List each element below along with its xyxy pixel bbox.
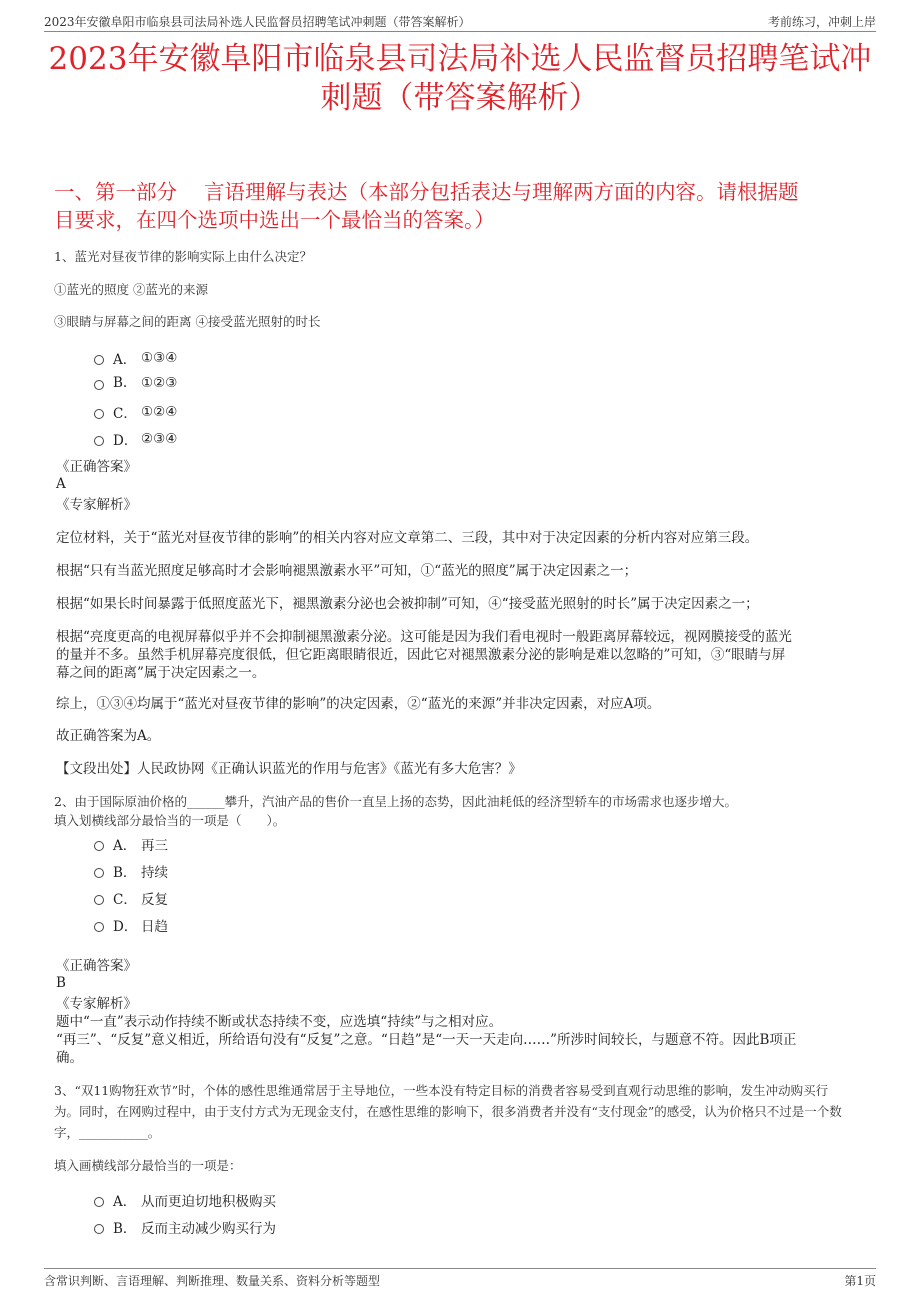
question-1-source: 【文段出处】人民政协网《正确认识蓝光的作用与危害》《蓝光有多大危害？》 [56,761,522,777]
option-letter: A． [113,1194,137,1210]
option-text: 从而更迫切地积极购买 [141,1194,276,1210]
question-3-option-b[interactable] [94,1217,276,1237]
section-heading [54,178,884,234]
radio-icon[interactable] [94,841,104,851]
option-letter: C． [113,406,137,422]
question-2-answer-label: 《正确答案》 [56,958,137,974]
question-1-analysis-p1: 定位材料，关于“蓝光对昼夜节律的影响”的相关内容对应文章第二、三段，其中对于决定因素的分析内容对应第三段。 [56,530,759,546]
question-1-analysis-p4-line-1: 根据“亮度更高的电视屏幕似乎并不会抑制褪黑激素分泌。这可能是因为我们看电视时一般距离屏幕较远，视网膜接受的蓝光 [56,629,792,645]
question-1-option-d[interactable] [94,429,177,449]
question-2-instruction: 填入划横线部分最恰当的一项是（ ）。 [54,813,286,828]
radio-icon[interactable] [94,895,104,905]
question-1-option-c[interactable] [94,402,177,422]
question-2-option-a[interactable] [94,834,168,854]
question-3-instruction: 填入画横线部分最恰当的一项是： [54,1158,242,1173]
question-2-option-b[interactable] [94,861,168,881]
question-1-item-2: ③眼睛与屏幕之间的距离 ④接受蓝光照射的时长 [54,314,321,329]
radio-icon[interactable] [94,355,104,365]
question-3-stem-line-3: 字，___________。 [54,1125,161,1140]
question-1-answer-label: 《正确答案》 [56,459,137,475]
document-title-line-2: 刺题（带答案解析） [320,80,600,116]
question-2-analysis-p2-line-1: “再三”、“反复”意义相近，所给语句没有“反复”之意。“日趋”是“一天一天走向……”所涉时间较长，与题意不符。因此B项正 [56,1032,797,1048]
option-text: ②③④ [141,431,178,447]
option-letter: B． [113,865,137,881]
question-2-option-d[interactable] [94,915,168,935]
radio-icon[interactable] [94,409,104,419]
question-1-analysis-p4-line-3: 幕之间的距离”属于决定因素之一。 [56,665,266,681]
question-1-analysis-p3: 根据“如果长时间暴露于低照度蓝光下，褪黑激素分泌也会被抑制”可知，④“接受蓝光照射的时长”属于决定因素之一； [56,596,759,612]
option-letter: D． [113,919,138,935]
question-1-analysis-p2: 根据“只有当蓝光照度足够高时才会影响褪黑激素水平”可知，①“蓝光的照度”属于决定因素之一； [56,563,638,579]
question-2-stem: 2、由于国际原油价格的______攀升，汽油产品的售价一直呈上扬的态势，因此油耗低的经济型轿车的市场需求也逐步增大。 [54,794,737,809]
option-text: 再三 [141,838,168,854]
option-text: 反复 [141,892,168,908]
radio-icon[interactable] [94,1224,104,1234]
radio-icon[interactable] [94,868,104,878]
question-2-answer: B [56,975,66,991]
document-title [40,40,880,118]
question-1-analysis-p5: 综上，①③④均属于“蓝光对昼夜节律的影响”的决定因素，②“蓝光的来源”并非决定因素，对应A项。 [56,696,661,712]
option-text: 日趋 [141,919,168,935]
option-letter: C． [113,892,137,908]
footer-description: 含常识判断、言语理解、判断推理、数量关系、资料分析等题型 [44,1274,381,1288]
option-text: ①②④ [141,404,178,420]
option-text: 反而主动减少购买行为 [141,1221,276,1237]
section-heading-line-2: 目要求，在四个选项中选出一个最恰当的答案。） [54,208,495,232]
header-doc-title: 2023年安徽阜阳市临泉县司法局补选人民监督员招聘笔试冲刺题（带答案解析） [44,15,471,29]
question-1-option-a[interactable] [94,348,177,368]
question-2-analysis-p2-line-2: 确。 [56,1050,83,1066]
page-header [0,0,920,32]
radio-icon[interactable] [94,380,104,390]
question-3-option-a[interactable] [94,1190,276,1210]
section-heading-line-1: 一、第一部分 言语理解与表达（本部分包括表达与理解两方面的内容。请根据题 [54,180,799,204]
question-1-option-b[interactable] [94,375,177,391]
option-letter: A． [113,352,137,368]
option-text: 持续 [141,865,168,881]
question-1-analysis-label: 《专家解析》 [56,497,137,513]
question-2-analysis-p1: 题中“一直”表示动作持续不断或状态持续不变，应选填“持续”与之相对应。 [56,1014,503,1030]
footer-divider [44,1268,876,1269]
option-letter: B. [113,375,128,391]
radio-icon[interactable] [94,922,104,932]
option-letter: B． [113,1221,137,1237]
question-1-stem: 1、蓝光对昼夜节律的影响实际上由什么决定？ [54,249,312,264]
question-3-stem-line-1: 3、“双11购物狂欢节”时，个体的感性思维通常居于主导地位，一些本没有特定目标的消费者容易受到直观行动思维的影响，发生冲动购买行 [54,1083,829,1098]
radio-icon[interactable] [94,436,104,446]
header-divider [44,31,876,32]
question-1-answer: A [56,476,66,492]
document-title-line-1: 2023年安徽阜阳市临泉县司法局补选人民监督员招聘笔试冲 [48,41,872,77]
question-2-analysis-label: 《专家解析》 [56,996,137,1012]
option-text: ①②③ [141,375,178,391]
option-letter: D． [113,433,138,449]
page-number: 第1页 [844,1274,876,1288]
question-1-item-1: ①蓝光的照度 ②蓝光的来源 [54,282,208,297]
question-2-option-c[interactable] [94,888,168,908]
question-1-analysis-p4-line-2: 的量并不多。虽然手机屏幕亮度很低，但它距离眼睛很近，因此它对褪黑激素分泌的影响是难以忽略的”可知，③“眼睛与屏 [56,647,786,663]
option-letter: A． [113,838,137,854]
question-3-stem-line-2: 为。同时，在网购过程中，由于支付方式为无现金支付，在感性思维的影响下，很多消费者并没有“支付现金”的感受，认为价格只不过是一个数 [54,1104,842,1119]
question-1-analysis-p6: 故正确答案为A。 [56,728,161,744]
header-slogan: 考前练习，冲刺上岸 [767,15,876,29]
radio-icon[interactable] [94,1197,104,1207]
option-text: ①③④ [141,350,178,366]
